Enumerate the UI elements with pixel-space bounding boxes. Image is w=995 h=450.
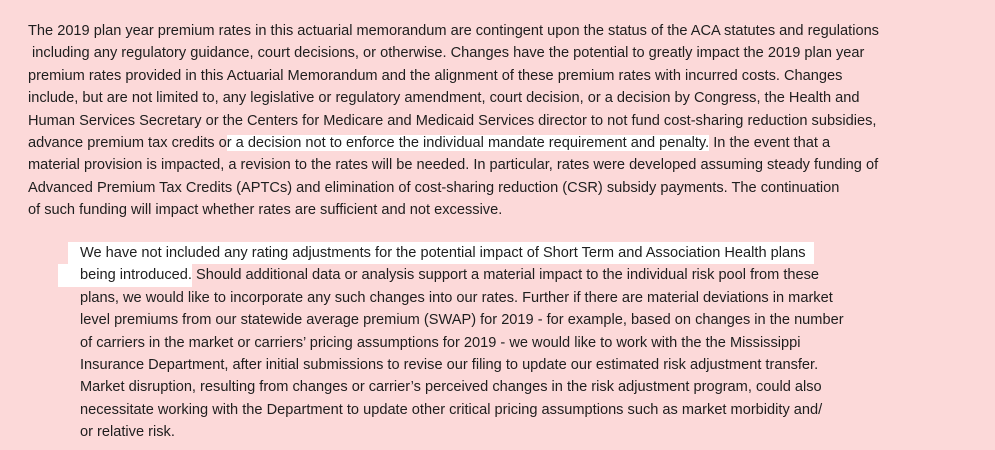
text-line: Human Services Secretary or the Centers for Medicare and Medicaid Services director to not fund cost-sharing reduction subsidies, bbox=[28, 112, 877, 129]
text-line: of such funding will impact whether rates are sufficient and not excessive. bbox=[28, 202, 503, 219]
text-line: Market disruption, resulting from changes or carrier’s perceived changes in the risk adjustment program, could also bbox=[80, 379, 822, 396]
text-span: In the event that a bbox=[709, 134, 831, 151]
text-line: premium rates provided in this Actuarial Memorandum and the alignment of these premium rates with incurred costs. Changes bbox=[28, 67, 843, 84]
text-line: include, but are not limited to, any legislative or regulatory amendment, court decision, or a decision by Congress, the Health and bbox=[28, 90, 860, 107]
text-line: plans, we would like to incorporate any such changes into our rates. Further if there are material deviations in market bbox=[80, 289, 833, 306]
paragraph-aca-contingency bbox=[28, 20, 988, 222]
text-line-with-highlight bbox=[80, 264, 980, 286]
text-line: or relative risk. bbox=[80, 424, 175, 441]
text-line: material provision is impacted, a revision to the rates will be needed. In particular, rates were developed assuming steady funding of bbox=[28, 157, 879, 174]
text-line: The 2019 plan year premium rates in this actuarial memorandum are contingent upon the status of the ACA statutes and regulations bbox=[28, 23, 879, 39]
text-line-with-highlight bbox=[28, 132, 988, 154]
text-line-with-highlight bbox=[80, 242, 980, 264]
paragraph-short-term-plans bbox=[80, 242, 980, 444]
highlighted-text: r a decision not to enforce the individual mandate requirement and penalty. bbox=[226, 134, 710, 151]
text-line: necessitate working with the Department to update other critical pricing assumptions such as market morbidity and/ bbox=[80, 401, 823, 418]
text-line: level premiums from our statewide average premium (SWAP) for 2019 - for example, based on changes in the number bbox=[80, 312, 844, 329]
text-span: advance premium tax credits o bbox=[28, 134, 227, 151]
highlighted-text: We have not included any rating adjustments for the potential impact of Short Term and Association Health plans bbox=[68, 242, 814, 264]
text-line: Advanced Premium Tax Credits (APTCs) and elimination of cost-sharing reduction (CSR) subsidy payments. The continuation bbox=[28, 179, 840, 196]
text-span: Should additional data or analysis support a material impact to the individual risk pool from these bbox=[191, 267, 820, 284]
text-line: including any regulatory guidance, court decisions, or otherwise. Changes have the potential to greatly impact the 2019 plan year bbox=[28, 45, 865, 62]
highlighted-text: being introduced. bbox=[58, 264, 192, 286]
text-line: of carriers in the market or carriers’ pricing assumptions for 2019 - we would like to work with the the Mississippi bbox=[80, 334, 801, 351]
text-line: Insurance Department, after initial submissions to revise our filing to update our estimated risk adjustment transfer. bbox=[80, 356, 819, 373]
